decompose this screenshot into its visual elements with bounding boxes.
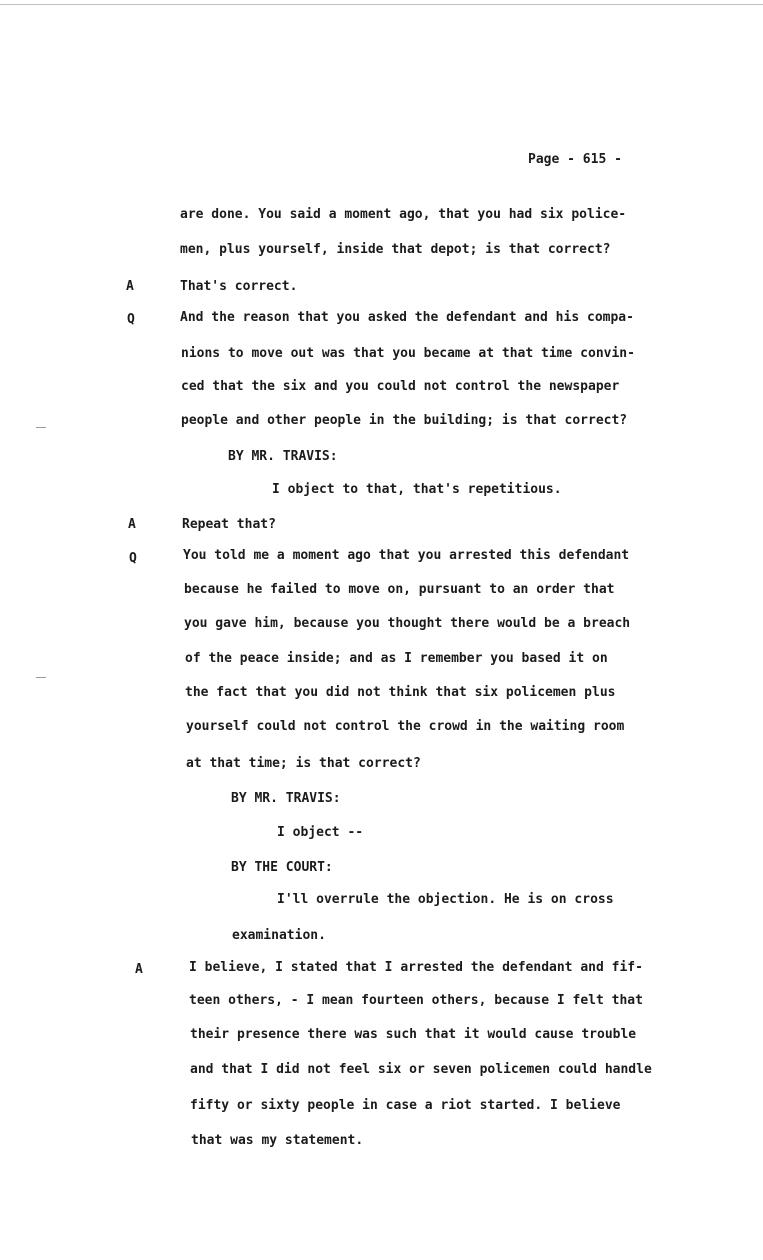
transcript-line: yourself could not control the crowd in the waiting room — [186, 719, 625, 734]
transcript-line: the fact that you did not think that six policemen plus — [185, 685, 616, 700]
transcript-line: And the reason that you asked the defendant and his compa- — [180, 310, 634, 325]
transcript-line: at that time; is that correct? — [186, 756, 421, 771]
transcript-line: nions to move out was that you became at that time convin- — [181, 346, 635, 361]
transcript-line: fifty or sixty people in case a riot started. I believe — [190, 1098, 621, 1113]
speaker-heading: BY THE COURT: — [231, 860, 333, 875]
transcript-line: people and other people in the building; is that correct? — [181, 413, 628, 428]
speaker-mark-answer: A — [126, 279, 134, 294]
transcript-line: are done. You said a moment ago, that you had six police- — [180, 207, 627, 222]
top-edge-rule — [0, 4, 763, 5]
transcript-line: and that I did not feel six or seven policemen could handle — [190, 1062, 652, 1077]
transcript-line: You told me a moment ago that you arrested this defendant — [183, 548, 630, 563]
speaker-heading: BY MR. TRAVIS: — [231, 791, 341, 806]
transcript-line: because he failed to move on, pursuant to an order that — [184, 582, 615, 597]
speaker-mark-answer: A — [128, 517, 136, 532]
transcript-line: their presence there was such that it would cause trouble — [190, 1027, 637, 1042]
transcript-line: that was my statement. — [191, 1133, 364, 1148]
transcript-line: I'll overrule the objection. He is on cross — [277, 892, 614, 907]
speaker-mark-answer: A — [135, 962, 143, 977]
transcript-line: men, plus yourself, inside that depot; is that correct? — [180, 242, 611, 257]
transcript-line: examination. — [232, 928, 326, 943]
speaker-mark-question: Q — [127, 312, 135, 327]
transcript-line: Repeat that? — [182, 517, 276, 532]
transcript-line: of the peace inside; and as I remember you based it on — [185, 651, 608, 666]
speaker-heading: BY MR. TRAVIS: — [228, 449, 338, 464]
margin-tick-mark — [36, 427, 46, 428]
transcript-line: teen others, - I mean fourteen others, because I felt that — [189, 993, 643, 1008]
transcript-line: I believe, I stated that I arrested the defendant and fif- — [189, 960, 643, 975]
page-number: Page - 615 - — [528, 152, 622, 167]
margin-tick-mark — [36, 677, 46, 678]
speaker-mark-question: Q — [129, 551, 137, 566]
transcript-line: I object -- — [277, 825, 364, 840]
transcript-line: ced that the six and you could not control the newspaper — [181, 379, 620, 394]
transcript-line: I object to that, that's repetitious. — [272, 482, 562, 497]
transcript-line: That's correct. — [180, 279, 298, 294]
transcript-line: you gave him, because you thought there would be a breach — [184, 616, 631, 631]
